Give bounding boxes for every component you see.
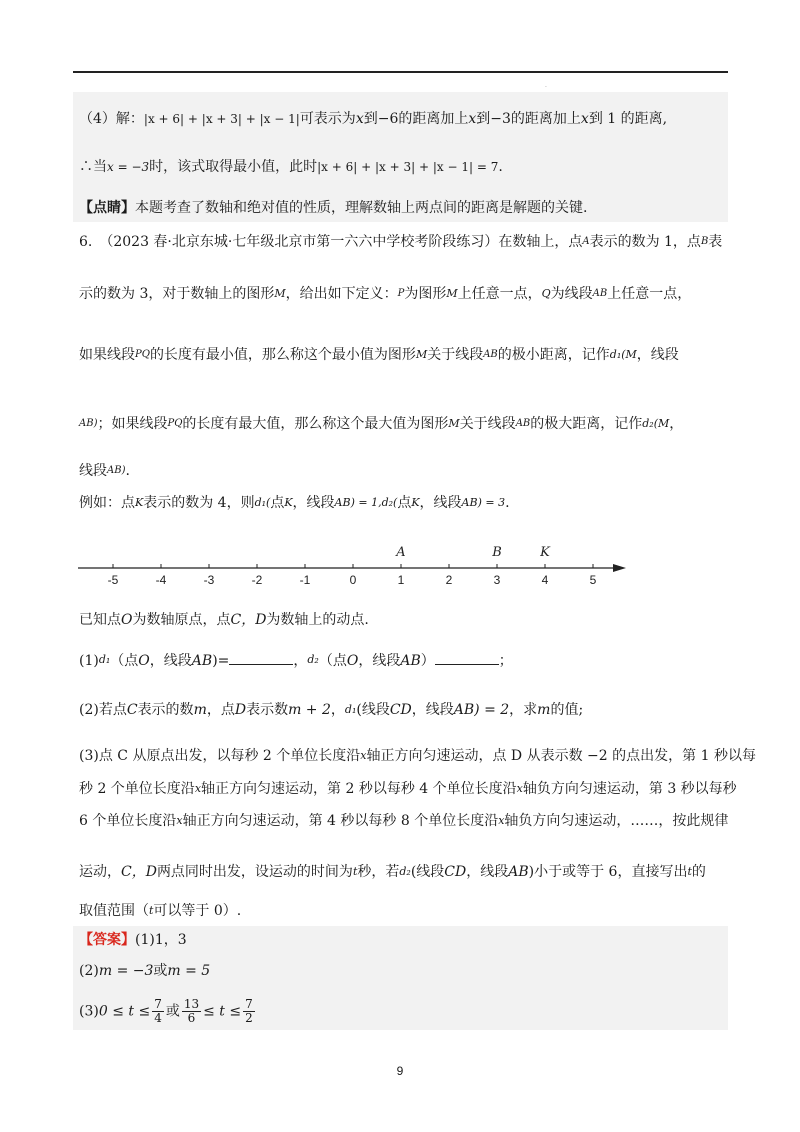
point-label-b: B bbox=[492, 545, 502, 560]
tick-label: 3 bbox=[493, 573, 501, 587]
given-line: 已知点O为数轴原点，点C，D为数轴上的动点. bbox=[79, 612, 369, 628]
question-3-line-4: 运动，C，D两点同时出发，设运动的时间为$^t$秒，若$^{d_2}$(线段CD，线段AB)小于或等于 6，直接写出$^t$的 bbox=[79, 864, 706, 880]
tick-label: -2 bbox=[251, 573, 263, 587]
problem-line-5: 线段$^{AB)}$. bbox=[79, 463, 130, 479]
question-3-line-3: 6 个单位长度沿$^x$轴正方向匀速运动，第 4 秒以每秒 8 个单位长度沿$^x$轴负方向匀速运动，……，按此规律 bbox=[79, 813, 729, 829]
points-group bbox=[395, 545, 551, 560]
tick-label: 2 bbox=[445, 573, 453, 587]
point-label-k: K bbox=[540, 545, 550, 560]
comment-line: 【点睛】本题考查了数轴和绝对值的性质，理解数轴上两点间的距离是解题的关键. bbox=[79, 200, 588, 216]
header-rule bbox=[73, 71, 728, 73]
tick-label: -3 bbox=[203, 573, 215, 587]
tick-label: -1 bbox=[299, 573, 311, 587]
fraction-13-6: $\frac{13}{6}$ bbox=[183, 997, 200, 1025]
problem-line-4: $^{AB)}$；如果线段$^{PQ}$的长度有最大值，那么称这个最大值为图形$^M$关于线段$^{AB}$的极大距离，记作$^{d_2(M}$， bbox=[79, 416, 684, 432]
answer-line-1: 【答案】(1)1，3 bbox=[79, 932, 187, 948]
axis-arrow bbox=[613, 564, 626, 572]
tick-label: -4 bbox=[155, 573, 167, 587]
point-label-a: A bbox=[396, 545, 406, 560]
answer-blank-2[interactable] bbox=[435, 651, 499, 665]
fraction-7-2: $\frac{7}{2}$ bbox=[245, 997, 253, 1025]
answer-line-3: (3)0 ≤ t ≤ $\frac{7}{4}$ 或 $\frac{13}{6}$ ≤ t ≤ $\frac{7}{2}$ bbox=[79, 997, 253, 1025]
header-dot: . bbox=[545, 82, 547, 89]
tick-label: 0 bbox=[349, 573, 357, 587]
question-3-line-2: 秒 2 个单位长度沿$^x$轴正方向匀速运动，第 2 秒以每秒 4 个单位长度沿$^x$轴负方向匀速运动，第 3 秒以每秒 bbox=[79, 781, 737, 797]
problem-line-1: 6. （2023 春·北京东城·七年级北京市第一六六中学校考阶段练习）在数轴上，点$^A$表示的数为 1，点$^B$表 bbox=[79, 234, 723, 250]
tick-label: 4 bbox=[541, 573, 549, 587]
question-3-line-1: (3)点 C 从原点出发，以每秒 2 个单位长度沿$^x$轴正方向匀速运动，点 D 从表示数 −2 的点出发，第 1 秒以每 bbox=[79, 748, 756, 764]
answer-blank-1[interactable] bbox=[229, 651, 293, 665]
question-1: $(1)^{d_1}$（点O，线段AB)= ，$^{d_2}$（点O，线段AB） ； bbox=[79, 653, 513, 669]
page-number: 9 bbox=[396, 1064, 404, 1078]
tick-label: -5 bbox=[107, 573, 119, 587]
tick-label: 1 bbox=[397, 573, 405, 587]
solution-line-2: ∴当x = −3时，该式取得最小值，此时|x + 6| + |x + 3| + |x − 1| = 7. bbox=[79, 159, 503, 175]
question-2: (2)若点C表示的数m，点D表示数m + 2，$^{d_1}$(线段CD，线段AB) = 2，求m的值; bbox=[79, 702, 584, 718]
answer-line-2: (2)m = −3或m = 5 bbox=[79, 963, 211, 979]
question-3-line-5: 取值范围（$^t$可以等于 0）. bbox=[79, 903, 242, 919]
fraction-7-4: $\frac{7}{4}$ bbox=[154, 997, 162, 1025]
problem-line-3: 如果线段$^{PQ}$的长度有最小值，那么称这个最小值为图形$^M$关于线段$^{AB}$的极小距离，记作$^{d_1(M}$，线段 bbox=[79, 347, 679, 363]
solution-line-1: （4）解：|x + 6| + |x + 3| + |x − 1|可表示为x到−6的距离加上x到−3的距离加上x到 1 的距离, bbox=[79, 111, 668, 127]
problem-line-2: 示的数为 3，对于数轴上的图形$^M$，给出如下定义：$^P$为图形$^M$上任意一点，$^Q$为线段$^{AB}$上任意一点， bbox=[79, 286, 692, 302]
problem-line-6: 例如：点$^K$表示的数为 4，则$^{d_1(}$点$^K$，线段$^{AB) = 1,d_2(}$点$^K$，线段$^{AB) = 3}$. bbox=[79, 495, 510, 511]
tick-label: 5 bbox=[589, 573, 597, 587]
number-line bbox=[73, 540, 633, 590]
